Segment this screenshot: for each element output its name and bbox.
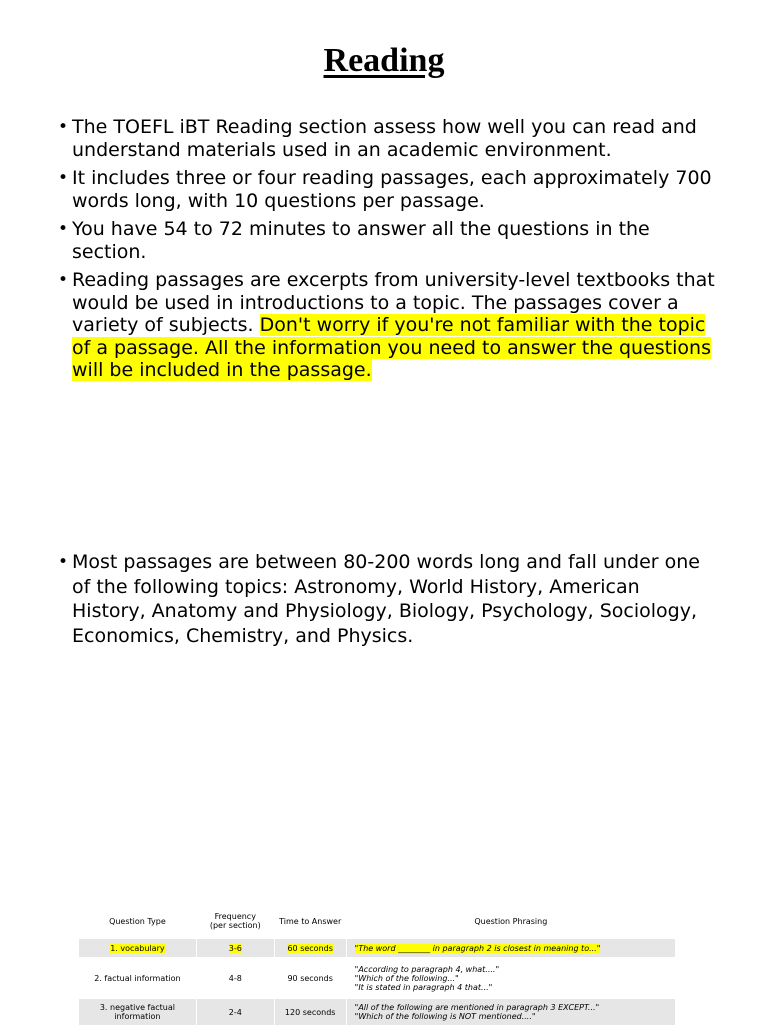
question-type-table (78, 904, 676, 1026)
cell-type: 2. factual information (79, 958, 197, 999)
bullet-item: • Most passages are between 80-200 words long and fall under one of the following topics: Astronomy, World History, American History, Anatomy and Physiology, Biology, Psychology, Sociology, Economics, Chemistry, and Physics. (58, 550, 718, 648)
topics-bullet-list (58, 550, 718, 648)
bullet-item: • You have 54 to 72 minutes to answer all the questions in the section. (58, 218, 718, 263)
cell-type: 1. vocabulary (79, 939, 197, 958)
table-row (79, 939, 676, 958)
cell-time: 60 seconds (274, 939, 346, 958)
page-title: Reading (323, 42, 445, 79)
header-time: Time to Answer (279, 916, 342, 926)
cell-phrasing: "According to paragraph 4, what...." "Which of the following..." "It is stated in paragraph 4 that..." (346, 958, 675, 999)
cell-frequency: 2-4 (196, 999, 274, 1026)
table-row (79, 999, 676, 1026)
cell-phrasing: "All of the following are mentioned in paragraph 3 EXCEPT..." "Which of the following is NOT mentioned...." (346, 999, 675, 1026)
bullet-item: • It includes three or four reading passages, each approximately 700 words long, with 10 questions per passage. (58, 167, 718, 212)
cell-time: 120 seconds (274, 999, 346, 1026)
table-row (79, 958, 676, 999)
header-question-type: Question Type (109, 916, 166, 926)
cell-type: 3. negative factual information (79, 999, 197, 1026)
table-header-row (79, 904, 676, 939)
header-frequency: Frequency (per section) (209, 912, 261, 930)
cell-time: 90 seconds (274, 958, 346, 999)
cell-phrasing: "The word ________ in paragraph 2 is closest in meaning to..." (346, 939, 675, 958)
cell-frequency: 3-6 (196, 939, 274, 958)
bullet-item: • The TOEFL iBT Reading section assess how well you can read and understand materials used in an academic environment. (58, 116, 718, 161)
highlighted-text: Don't worry if you're not familiar with the topic of a passage. All the information you need to answer the questions will be included in the passage. (72, 314, 711, 381)
bullet-item: • Reading passages are excerpts from university-level textbooks that would be used in introductions to a topic. The passages cover a variety of subjects. Don't worry if you're not familiar with the topic of a passage. All the information you need to answer the questions will be included in the passage. (58, 269, 718, 382)
cell-frequency: 4-8 (196, 958, 274, 999)
header-phrasing: Question Phrasing (474, 916, 548, 926)
intro-bullet-list (58, 116, 718, 388)
